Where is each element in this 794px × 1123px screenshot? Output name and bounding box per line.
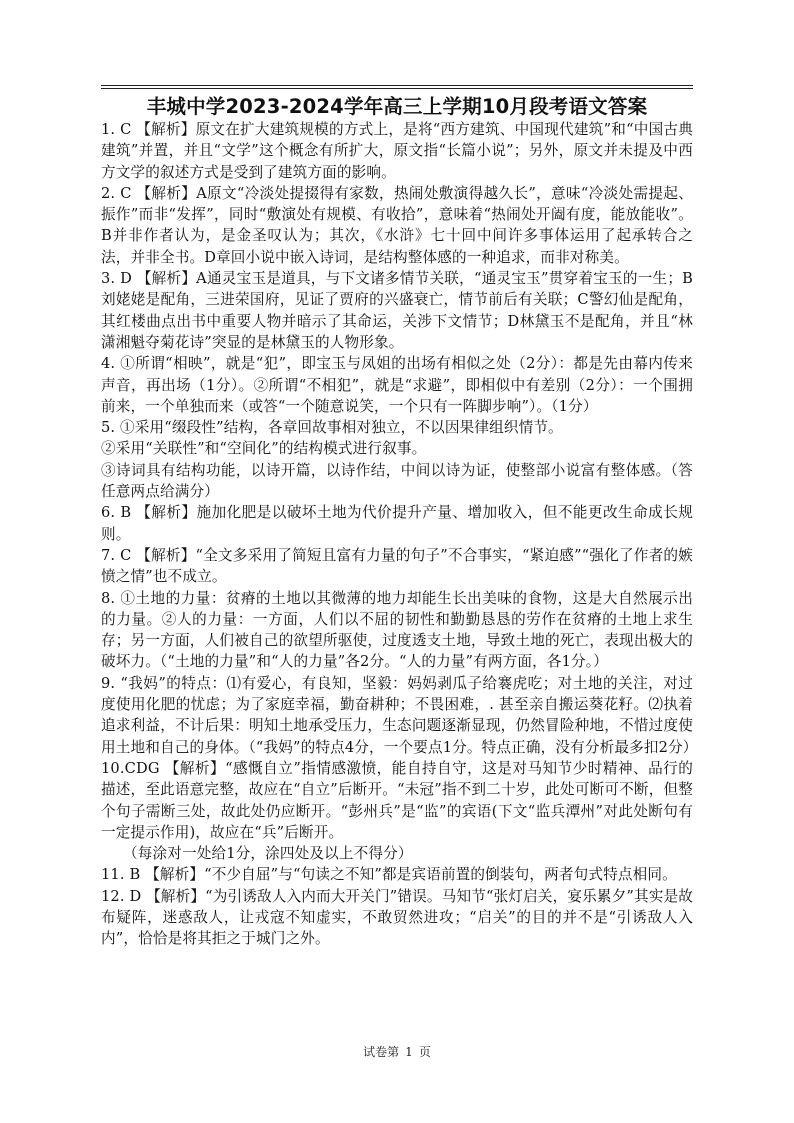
answer-paragraph: 6. B 【解析】施加化肥是以破坏土地为代价提升产量、增加收入，但不能更改生命成长规则。 bbox=[101, 504, 693, 543]
footer-prefix: 试卷第 bbox=[363, 1045, 400, 1059]
answer-paragraph: ③诗词具有结构功能，以诗开篇，以诗作结，中间以诗为证，使整部小说富有整体感。（答任意两点给满分） bbox=[101, 461, 693, 501]
page-footer bbox=[0, 1043, 794, 1060]
answer-content bbox=[101, 119, 698, 950]
answer-paragraph: 8. ①土地的力量：贫瘠的土地以其微薄的地力却能生长出美味的食物，这是大自然展示出的力量。②人的力量：一方面，人们以不屈的韧性和勤勤恳恳的劳作在贫瘠的土地上求生存；另一方面，人们被自己的欲望所驱使，过度透支土地，导致土地的死亡，表现出极大的破坏力。（“土地的力量”和“人的力量”各2分。“人的力量”有两方面，各1分。） bbox=[101, 589, 693, 671]
answer-paragraph: 1. C 【解析】原文在扩大建筑规模的方式上，是将“西方建筑、中国现代建筑”和“中国古典建筑”并置，并且“文学”这个概念有所扩大，原文指“长篇小说”；另外，原文并未提及中西方文学的叙述方式是受到了建筑方面的影响。 bbox=[101, 121, 693, 181]
page-number: 1 bbox=[405, 1045, 413, 1059]
title-rule-bottom bbox=[101, 88, 693, 89]
answer-paragraph: 4. ①所谓“相映”，就是“犯”，即宝玉与凤姐的出场有相似之处（2分）：都是先由幕内传来声音，再出场（1分）。②所谓“不相犯”，就是“求避”，即相似中有差别（2分）：一个围拥前来，一个单独而来（或答“一个随意说笑，一个只有一阵脚步响”）。（1分） bbox=[101, 355, 693, 415]
answer-paragraph: ②采用“关联性”和“空间化”的结构模式进行叙事。 bbox=[101, 440, 427, 458]
document-title: 丰城中学2023-2024学年高三上学期10月段考语文答案 bbox=[146, 95, 648, 118]
answer-paragraph: 10.CDG 【解析】“感慨自立”指情感激愤，能自持自守，这是对马知节少时精神、品行的描述，至此语意完整，故应在“自立”后断开。“未冠”指不到二十岁，此处可断可不断，但整个句子需断三处，故此处仍应断开。“彭州兵”是“监”的宾语(下文“监兵潭州”对此处断句有一定提示作用)，故应在“兵”后断开。 bbox=[101, 759, 693, 841]
answer-paragraph: 3. D 【解析】A通灵宝玉是道具，与下文诸多情节关联，“通灵宝玉”贯穿着宝玉的一生；B刘姥姥是配角，三进荣国府，见证了贾府的兴盛衰亡，情节前后有关联；C警幻仙是配角，其红楼曲点出书中重要人物并暗示了其命运，关涉下文情节；D林黛玉不是配角，并且“林潇湘魁夺菊花诗”突显的是林黛玉的人物形象。 bbox=[101, 270, 693, 351]
answer-paragraph: 11. B 【解析】“不少自屈”与“句读之不知”都是宾语前置的倒装句，两者句式特点相同。 bbox=[101, 866, 677, 884]
answer-paragraph: 12. D 【解析】“为引诱敌人入内而大开关门”错误。马知节“张灯启关，宴乐累夕”其实是故布疑阵，迷惑敌人，让戎寇不知虚实，不敢贸然进攻；“启关”的目的并不是“引诱敌人入内”，恰恰是将其拒之于城门之外。 bbox=[101, 887, 693, 948]
answer-paragraph: 7. C 【解析】“全文多采用了简短且富有力量的句子”不合事实，“紧迫感”“强化了作者的嫉愤之情”也不成立。 bbox=[101, 546, 693, 586]
answer-paragraph: 9. “我妈”的特点：⑴有爱心，有良知，坚毅：妈妈剥瓜子给褰虎吃；对土地的关注，对过度使用化肥的忧虑；为了家庭幸福，勤奋耕种；不畏困难，. 甚至亲自搬运葵花籽。⑵执着追求利益，不计后果：明知土地承受压力，生态问题逐渐显现，仍然冒险种地，不惜过度使用土地和自己的身体。（“我妈”的特点4分，一个要点1分。特点正确，没有分析最多扣2分） bbox=[101, 674, 698, 756]
title-rule-top bbox=[101, 85, 693, 86]
answer-paragraph: 5. ①采用“缀段性”结构，各章回故事相对独立，不以因果律组织情节。 bbox=[101, 419, 563, 437]
answer-paragraph: 2. C 【解析】A原文“冷淡处提掇得有家数，热闹处敷演得越久长”，意味“冷淡处需提起、振作”而非“发挥”，同时“敷演处有规模、有收拾”，意味着“热闹处开阖有度，能放能收”。B并非作者认为，是金圣叹认为；其次，《水浒》七十回中间许多事体运用了起承转合之法，并非全书。D章回小说中嵌入诗词，是结构整体感的一种追求，而非对称美。 bbox=[101, 184, 693, 266]
footer-suffix: 页 bbox=[418, 1045, 431, 1059]
scoring-note: （每涂对一处给1分，涂四处及以上不得分） bbox=[123, 845, 413, 863]
